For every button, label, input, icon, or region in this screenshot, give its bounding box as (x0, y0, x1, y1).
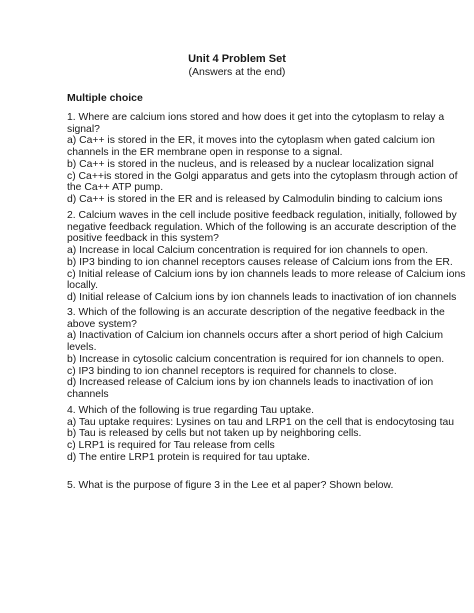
question-1-option-c-cont: the Ca++ ATP pump. (67, 182, 164, 194)
question-4-option-c: c) LRP1 is required for Tau release from cells (67, 440, 275, 452)
question-2-option-c: c) Initial release of Calcium ions by ion channels leads to more release of Calcium ions (67, 268, 466, 280)
question-2-option-d: d) Initial release of Calcium ions by ion channels leads to inactivation of ion channels (67, 291, 457, 303)
question-5 (67, 480, 427, 492)
section-heading: Multiple choice (67, 92, 143, 104)
question-1 (67, 112, 458, 206)
question-2-line: positive feedback in this system? (67, 233, 219, 245)
question-3-line: above system? (67, 318, 137, 330)
question-2-line: 2. Calcium waves in the cell include positive feedback regulation, initially, followed by (67, 210, 457, 221)
question-3-option-a: a) Inactivation of Calcium ion channels occurs after a short period of high Calcium (67, 330, 443, 342)
question-1-line: 1. Where are calcium ions stored and how does it get into the cytoplasm to relay a (67, 112, 445, 123)
question-1-option-a: a) Ca++ is stored in the ER, it moves into the cytoplasm when gated calcium ion (67, 135, 435, 147)
question-2 (67, 210, 466, 304)
question-4-option-b: b) Tau is released by cells but not taken up by neighboring cells. (67, 428, 362, 440)
question-5-line: 5. What is the purpose of figure 3 in the Lee et al paper? Shown below. (67, 480, 394, 491)
question-2-line: negative feedback regulation. Which of the following is an accurate description of the (67, 221, 457, 233)
question-2-option-a: a) Increase in local Calcium concentration is required for ion channels to open. (67, 245, 428, 257)
question-4-option-d: d) The entire LRP1 protein is required for tau uptake. (67, 451, 310, 463)
question-3-option-d: d) Increased release of Calcium ions by ion channels leads to inactivation of ion (67, 377, 434, 389)
question-1-option-d: d) Ca++ is stored in the ER and is released by Calmodulin binding to calcium ions (67, 193, 443, 205)
question-4 (67, 405, 455, 464)
question-2-option-c-cont: locally. (67, 280, 98, 292)
document-subtitle: (Answers at the end) (188, 66, 286, 78)
question-3-option-c: c) IP3 binding to ion channel receptors is required for channels to close. (67, 365, 397, 377)
question-1-line: signal? (67, 123, 100, 135)
question-1-option-b: b) Ca++ is stored in the nucleus, and is released by a nuclear localization signal (67, 158, 434, 170)
question-1-option-c: c) Ca++is stored in the Golgi apparatus and gets into the cytoplasm through action of (67, 170, 458, 182)
question-4-line: 4. Which of the following is true regarding Tau uptake. (67, 405, 315, 416)
question-3-option-d-cont: channels (67, 388, 109, 400)
question-3-line: 3. Which of the following is an accurate description of the negative feedback in the (67, 307, 445, 318)
question-3-option-b: b) Increase in cytosolic calcium concentration is required for ion channels to open. (67, 353, 445, 365)
question-2-option-b: b) IP3 binding to ion channel receptors causes release of Calcium ions from the ER. (67, 256, 453, 268)
question-3-option-a-cont: levels. (67, 342, 97, 354)
question-3 (67, 307, 445, 401)
question-1-option-a-cont: channels in the ER membrane open in response to a signal. (67, 147, 343, 159)
document-title: Unit 4 Problem Set (188, 53, 286, 65)
question-4-option-a: a) Tau uptake requires: Lysines on tau and LRP1 on the cell that is endocytosing tau (67, 416, 455, 428)
